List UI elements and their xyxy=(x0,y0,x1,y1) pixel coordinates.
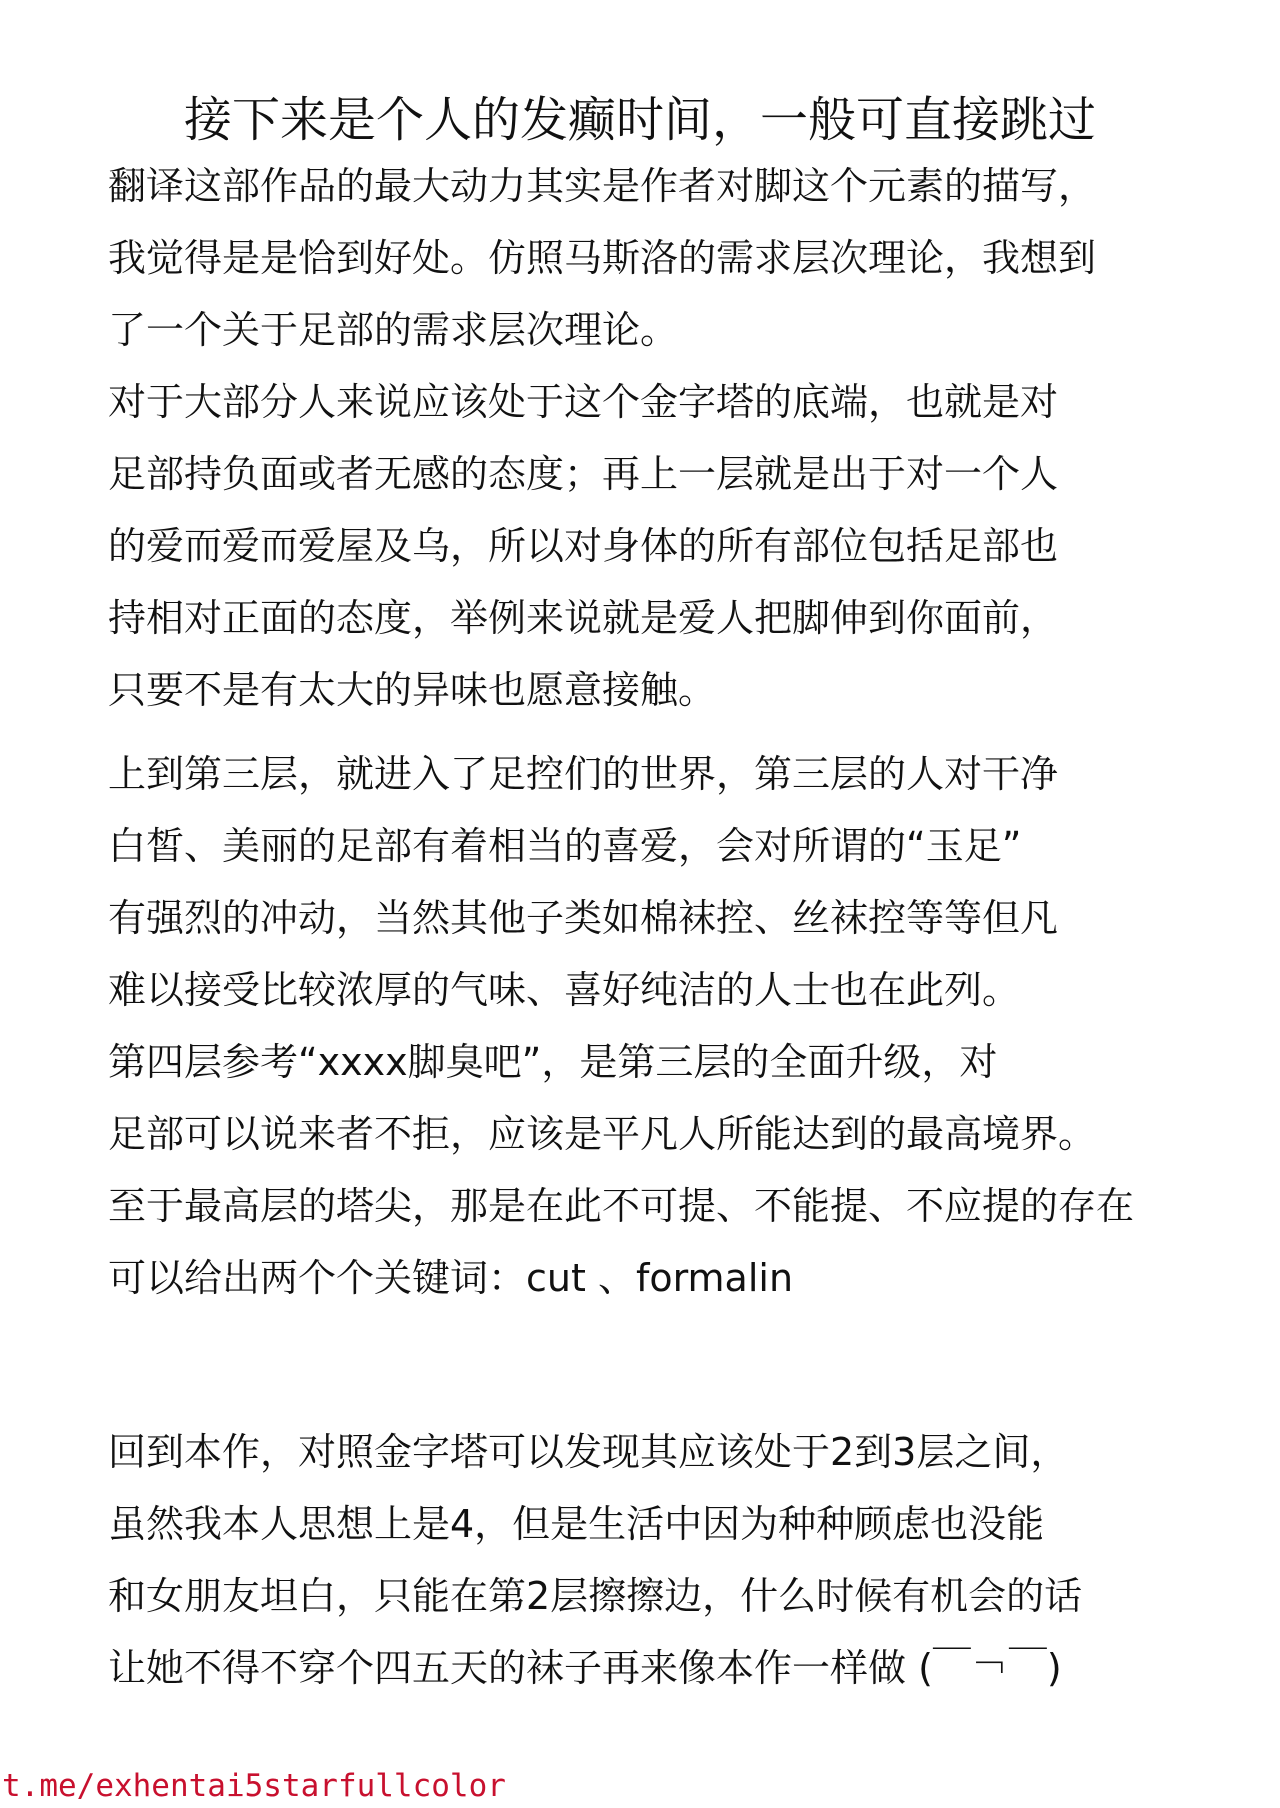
page-title: 接下来是个人的发癫时间，一般可直接跳过 xyxy=(183,92,1096,148)
paragraph-line: 有强烈的冲动，当然其他子类如棉袜控、丝袜控等等但凡 xyxy=(108,896,1059,940)
paragraph-line: 了一个关于足部的需求层次理论。 xyxy=(108,308,679,352)
paragraph-line: 翻译这部作品的最大动力其实是作者对脚这个元素的描写， xyxy=(108,164,1097,208)
watermark-text: t.me/exhentai5starfullcolor xyxy=(2,1768,506,1804)
paragraph-line: 让她不得不穿个四五天的袜子再来像本作一样做 (￣￢￣) xyxy=(108,1646,1062,1690)
paragraph-line: 白皙、美丽的足部有着相当的喜爱，会对所谓的“玉足” xyxy=(108,824,1022,868)
paragraph-line: 上到第三层，就进入了足控们的世界，第三层的人对干净 xyxy=(108,752,1059,796)
paragraph-line: 持相对正面的态度，举例来说就是爱人把脚伸到你面前， xyxy=(108,596,1059,640)
paragraph-line: 至于最高层的塔尖，那是在此不可提、不能提、不应提的存在 xyxy=(108,1184,1135,1228)
paragraph-line: 对于大部分人来说应该处于这个金字塔的底端，也就是对 xyxy=(108,380,1059,424)
paragraph-line: 可以给出两个个关键词：cut 、formalin xyxy=(108,1256,794,1300)
paragraph-line: 只要不是有太大的异味也愿意接触。 xyxy=(108,668,717,712)
paragraph-line: 和女朋友坦白，只能在第2层擦擦边，什么时候有机会的话 xyxy=(108,1574,1083,1618)
paragraph-line: 回到本作，对照金字塔可以发现其应该处于2到3层之间， xyxy=(108,1430,1069,1474)
paragraph-line: 难以接受比较浓厚的气味、喜好纯洁的人士也在此列。 xyxy=(108,968,1021,1012)
paragraph-line: 足部持负面或者无感的态度；再上一层就是出于对一个人 xyxy=(108,452,1059,496)
paragraph-line: 第四层参考“xxxx脚臭吧”，是第三层的全面升级，对 xyxy=(108,1040,998,1084)
paragraph-line: 的爱而爱而爱屋及乌，所以对身体的所有部位包括足部也 xyxy=(108,524,1059,568)
paragraph-line: 足部可以说来者不拒，应该是平凡人所能达到的最高境界。 xyxy=(108,1112,1097,1156)
paragraph-line: 我觉得是是恰到好处。仿照马斯洛的需求层次理论，我想到 xyxy=(108,236,1097,280)
paragraph-line: 虽然我本人思想上是4，但是生活中因为种种顾虑也没能 xyxy=(108,1502,1045,1546)
